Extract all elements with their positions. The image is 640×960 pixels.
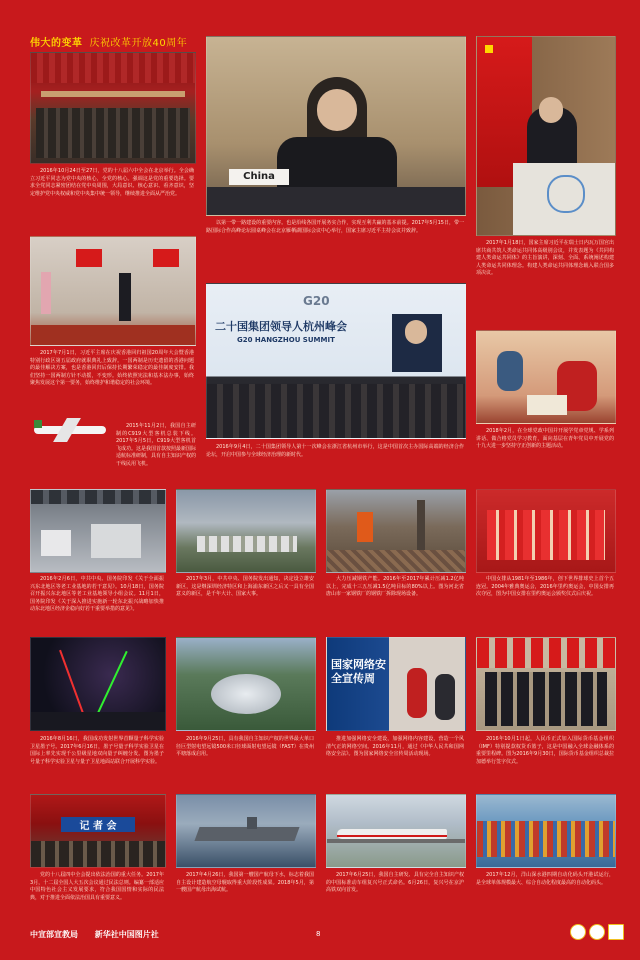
caption-party-education: 2018年2月，在全球党政中国并开展学党章党规、学系列讲话、做合格党员学习教育，面向基层在青年党员中开展党的十九大进一步坚持守正创新的主题活动。	[476, 428, 614, 449]
caption-xiongan-new-area: 2017年3月，中共中央、国务院发出通知，决定设立雄安新区，这是继深圳经济特区和上海浦东新区之后又一具有全国意义的新区，是千年大计、国家大事。	[176, 576, 314, 597]
emblem-logo	[570, 924, 586, 940]
caption-rmb-sdr-signing: 2016年10月1日起，人民币正式加入国际货币基金组织（IMF）特别提款权货币篮子，这是中国融入全球金融体系的重要里程碑。图为2016年9月30日，国际货币基金组织总裁拉加德举行签字仪式。	[476, 736, 614, 765]
nameplate-china: China	[229, 169, 289, 185]
caption-belt-road-forum: 以第一带一路建设的重要内容。也是沿线各国开展务实合作，实现互利共赢的基本前提。2017年5月15日，带一路国际合作高峰论坛圆桌峰会在北京雁栖湖国际会议中心举行，国家主席习近平主持会议并致辞。	[206, 220, 464, 234]
photo-geneva-speech	[476, 36, 616, 236]
photo-quantum-satellite	[30, 637, 166, 731]
photo-g20-summit	[206, 283, 466, 439]
caption-geneva-speech: 2017年1月18日，国家主席习近平在瑞士日内瓦万国宫出席共商共筑人类命运共同体高级别会议，并发表题为《共同构建人类命运共同体》的主旨演讲，深刻、全面、系统阐述构建人类命运共同体理念。构建人类命运共同体理念载入联合国多项决议。	[476, 240, 614, 276]
caption-fuxing-train: 2017年6月25日，我国自主研发、具有完全自主知识产权的中国标准动车组复兴号正式命名。6月26日，复兴号在京沪高铁双向首发。	[326, 872, 464, 893]
caption-hong-kong-ceremony: 2017年7月1日，习近平主席在庆祝香港回归祖国20周年大会暨香港特别行政区第五届政府就职典礼上致辞。一国两制是历史遗留的香港问题的最佳解决方案，也是香港回归后保持长期繁荣稳定的最佳制度安排。我们坚持一国两制方针不动摇，不变形。始终依照宪法和基本法办事，始终聚焦发展这个第一要务，始终维护和谐稳定的社会环境。	[30, 350, 194, 386]
page-number: 8	[316, 930, 321, 938]
press-banner-text: 记 者 会	[61, 817, 135, 832]
photo-c919-aircraft	[30, 408, 112, 448]
g20-banner-en: G20 HANGZHOU SUMMIT	[237, 336, 335, 344]
photo-womens-volleyball	[476, 489, 616, 573]
publisher-xinhua: 新华社中国图片社	[94, 930, 159, 939]
title-main: 伟大的变革	[30, 38, 83, 49]
publisher-propaganda-dept: 中宣部宣教局	[30, 930, 78, 939]
xinhua-logo	[589, 924, 605, 940]
caption-cyber-security-week: 推进加强网络安全建设，加强网络内容建设，营造一个风清气正的网络空间。2016年11月，通过《中华人民共和国网络安全法》。图为国家网络安全宣传周活动现场。	[326, 736, 464, 757]
caption-npc-press-conference: 党的十八届四中全会提出依法治国的重大任务。2017年3月，十二届全国人大五次会议通过民法总则。编纂一部适应中国特色社会主义发展要求，符合我国国情和实际的民法典，对于推进全面依法治国具有重要意义。	[30, 872, 164, 901]
g20-logo: G20	[303, 294, 330, 308]
photo-npc-press-conference	[30, 794, 166, 868]
photo-party-education	[476, 330, 616, 424]
qr-code-logo	[608, 924, 624, 940]
footer-publishers	[30, 929, 173, 940]
caption-g20-summit: 2016年9月4日，二十国集团领导人第十一次峰会在浙江省杭州市举行，这是中国首次主办国际高端的经济合作论坛，开启中国参与全球经济治理的新时代。	[206, 444, 464, 458]
caption-yangshan-port: 2017年12月，洋山深水港四期自动化码头开港试运行，是全球单体规模最大、综合自动化程度最高的自动化码头。	[476, 872, 614, 886]
caption-c919-aircraft: 2015年11月2日，我国自主研制的C919大型客机总装下线。2017年5月5日，C919大型客机首飞成功。这是我国首款按照最新国际适航标准研制，具有自主知识产权的干线民用飞机。	[116, 423, 197, 467]
photo-northeast-factory	[30, 489, 166, 573]
photo-steel-demolition	[326, 489, 466, 573]
caption-plenary-session: 2016年10月24日至27日，党的十八届六中全会在北京举行。全会确立习近平同志为党中央的核心，全党的核心。强调这是党的重要选择。要求全党同志紧密团结在党中央周围，大局意识、核心意识、看齐意识，坚定维护党中央权威和党中央集中统一领导，继续推进全面从严治党。	[30, 168, 194, 197]
photo-plenary-session	[30, 52, 196, 164]
caption-aircraft-carrier: 2017年4月26日，我国第一艘国产航母下水，标志着我国自主设计建造航空母舰取得重大阶段性成果。2018年5月，第一艘国产航母出海试航。	[176, 872, 314, 893]
caption-steel-demolition: 大力压减钢铁产能。2016年至2017年累计压减1.2亿吨以上，完成十三五压减1.5亿吨目标的80%以上。图为河北省唐山市一家钢铁厂的钢铁厂拆除现场设备。	[326, 576, 464, 597]
caption-northeast-factory: 2016年2月6日，中共中央、国务院印发《关于全面振兴东北地区等老工业基地的若干意见》。10月18日，国务院召开振兴东北地区等老工业基地领导小组会议。11月1日，国务院印发《关于深入推进实施新一轮东北振兴战略加快推动东北地区经济企稳向好若干重要举措的意见》。	[30, 576, 164, 612]
photo-yangshan-port	[476, 794, 616, 868]
title-subtitle: 庆祝改革开放40周年	[89, 38, 188, 49]
photo-fuxing-train	[326, 794, 466, 868]
propaganda-board-text: 国家网络安全宣传周	[331, 658, 386, 685]
caption-fast-telescope: 2016年9月25日，具有我国自主知识产权的世界最大单口径巨型射电望远镜500米口径球面射电望远镜（FAST）在贵州平塘落成启用。	[176, 736, 314, 757]
photo-cyber-security-week	[326, 637, 466, 731]
photo-rmb-sdr-signing	[476, 637, 616, 731]
caption-womens-volleyball: 中国女排从1981年至1986年，创下世界排球史上首个五连冠。2004年雅典奥运会，2016年里约奥运会，中国女排再次夺冠，图为中国女排在里约奥运会颁奖仪式后庆祝。	[476, 576, 614, 597]
photo-xiongan-new-area	[176, 489, 316, 573]
g20-banner-cn: 二十国集团领导人杭州峰会	[215, 320, 347, 333]
photo-belt-road-forum	[206, 36, 466, 216]
page-title	[30, 34, 187, 49]
footer-logos	[570, 924, 624, 940]
photo-fast-telescope	[176, 637, 316, 731]
photo-hong-kong-ceremony	[30, 236, 196, 346]
caption-quantum-satellite: 2016年8月16日，我国成功发射世界首颗量子科学实验卫星墨子号。2017年6月16日，墨子号量子科学实验卫星在国际上率先实现千公里级星地双向量子纠缠分发。图为墨子号量子科学实验卫星与量子卫星地面站联合开展科学实验。	[30, 736, 164, 765]
photo-aircraft-carrier	[176, 794, 316, 868]
